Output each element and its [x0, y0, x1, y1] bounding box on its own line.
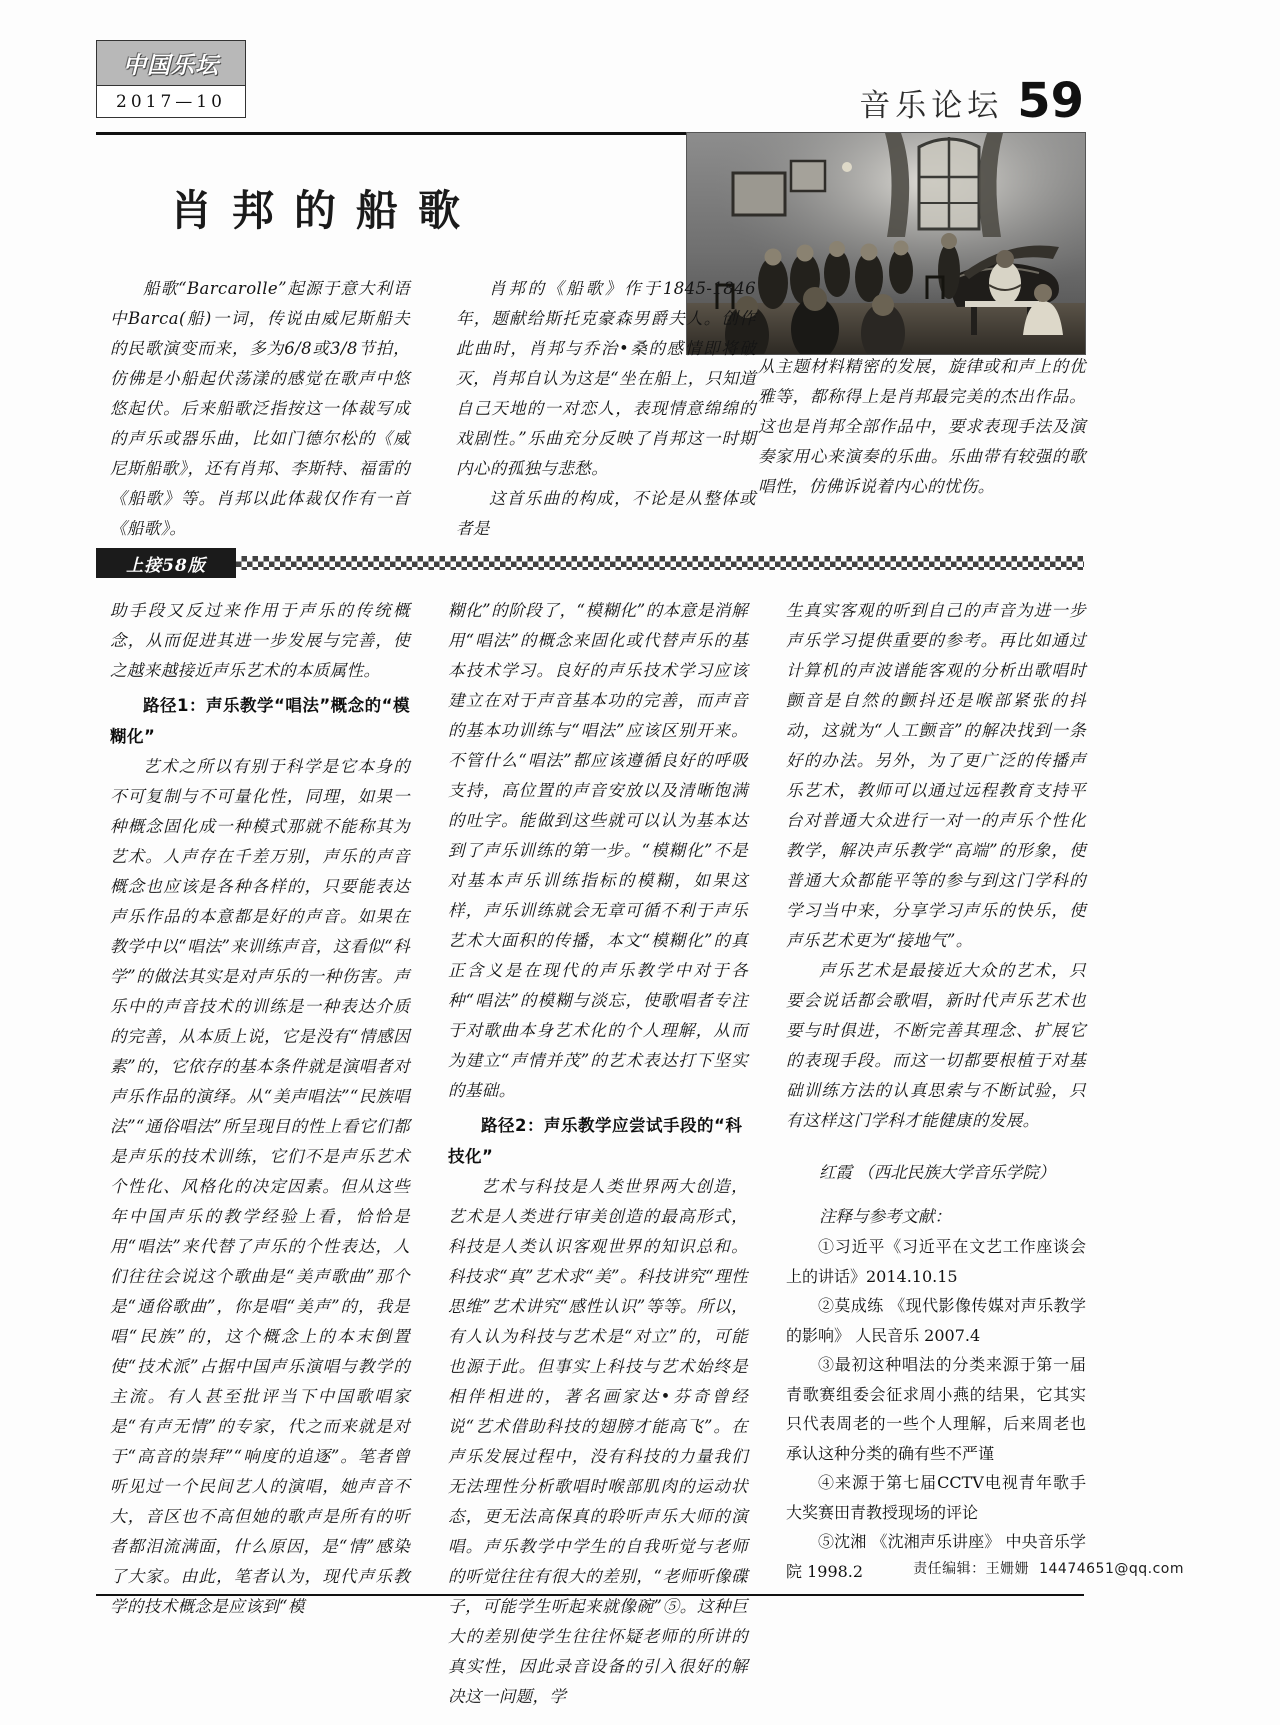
- author-byline: 红霞 （西北民族大学音乐学院）: [819, 1163, 1056, 1182]
- editor-email: 14474651@qq.com: [1039, 1561, 1184, 1577]
- diamond-pattern-divider-icon: [236, 556, 1084, 570]
- reference-item: ③最初这种唱法的分类来源于第一届青歌赛组委会征求周小燕的结果，它其实只代表周老的一些个人理解，后来周老也承认这种分类的确有些不严谨: [786, 1355, 1086, 1463]
- reference-item: ②莫成练 《现代影像传媒对声乐教学的影响》 人民音乐 2007.4: [786, 1296, 1086, 1345]
- section-name: 音乐论坛: [859, 88, 1004, 124]
- intro-column-1: [110, 274, 410, 544]
- masthead-right: [859, 72, 1084, 129]
- article-title: 肖邦的船歌: [170, 186, 481, 235]
- section-heading-1: 路径1：声乐教学“唱法”概念的“模糊化”: [110, 696, 411, 746]
- body-text-block: [448, 1172, 748, 1712]
- masthead: [96, 40, 1084, 132]
- body-column-1: [110, 596, 410, 1622]
- body-text-block: [786, 596, 1086, 1136]
- body-paragraph: 艺术之所以有别于科学是它本身的不可复制与不可量化性，同理，如果一种概念固化成一种模式那就不能称其为艺术。人声存在千差万别，声乐的声音概念也应该是各种各样的，只要能表达声乐作品的本意都是好的声音。如果在教学中以“唱法”来训练声音，这看似“科学”的做法其实是对声乐的一种伤害。声乐中的声音技术的训练是一种表达介质的完善，从本质上说，它是没有“情感因素”的，它依存的基本条件就是演唱者对声乐作品的演绎。从“美声唱法”“民族唱法”“通俗唱法”所呈现目的性上看它们都是声乐的技术训练，它们不是声乐艺术个性化、风格化的决定因素。但从这些年中国声乐的教学经验上看，恰恰是用“唱法”来代替了声乐的个性表达，人们往往会说这个歌曲是“美声歌曲”那个是“通俗歌曲”，你是唱“美声”的，我是唱“民族”的，这个概念上的本末倒置使“技术派”占据中国声乐演唱与教学的主流。有人甚至批评当下中国歌唱家是“有声无情”的专家，代之而来就是对于“高音的崇拜”“响度的追逐”。笔者曾听见过一个民间艺人的演唱，她声音不大，音区也不高但她的歌声是所有的听者都泪流满面，什么原因，是“情”感染了大家。由此，笔者认为，现代声乐教学的技术概念是应该到“模: [110, 757, 410, 1616]
- editor-name: 王姗姗: [985, 1561, 1030, 1577]
- body-paragraph: 艺术与科技是人类世界两大创造，艺术是人类进行审美创造的最高形式，科技是人类认识客观世界的知识总和。科技求“真”艺术求“美”。科技讲究“理性思维”艺术讲究“感性认识”等等。所以，有人认为科技与艺术是“对立”的，可能也源于此。但事实上科技与艺术始终是相伴相进的，著名画家达•芬奇曾经说“艺术借助科技的翅膀才能高飞”。在声乐发展过程中，没有科技的力量我们无法理性分析歌唱时喉部肌肉的运动状态，更无法高保真的聆听声乐大师的演唱。声乐教学中学生的自我听觉与老师的听觉往往有很大的差别，“老师听像碟子，可能学生听起来就像碗”⑤。这种巨大的差别使学生往往怀疑老师的所讲的真实性，因此录音设备的引入很好的解决这一问题，学: [448, 1177, 748, 1706]
- body-paragraph: 声乐艺术是最接近大众的艺术，只要会说话都会歌唱，新时代声乐艺术也要与时俱进，不断完善其理念、扩展它的表现手段。而这一切都要根植于对基础训练方法的认真思索与不断试验，只有这样这门学科才能健康的发展。: [786, 961, 1086, 1130]
- references-heading: 注释与参考文献：: [819, 1207, 951, 1226]
- journal-logo-issue-plate: [97, 86, 245, 117]
- continuation-banner: [96, 548, 1084, 578]
- journal-issue: 2017—10: [116, 91, 226, 112]
- body-text-block: [110, 752, 410, 1622]
- footer-editor-line: [913, 1558, 1184, 1578]
- article-intro: [110, 274, 1086, 538]
- journal-logo-title-plate: [97, 41, 245, 86]
- intro-paragraph: 船歌“Barcarolle”起源于意大利语中Barca(船)一词，传说由威尼斯船夫的民歌演变而来，多为6/8或3/8节拍，仿佛是小船起伏荡漾的感觉在歌声中悠悠起伏。后来船歌泛指按这一体裁写成的声乐或器乐曲，比如门德尔松的《威尼斯船歌》，还有肖邦、李斯特、福雷的《船歌》等。肖邦以此体裁仅作有一首《船歌》。: [110, 279, 410, 538]
- intro-paragraph: 肖邦的《船歌》作于1845-1846年，题献给斯托克豪森男爵夫人。创作此曲时，肖邦与乔治•桑的感情即将破灭，肖邦自认为这是“坐在船上，只知道自己天地的一对恋人，表现情意绵绵的戏剧性。”乐曲充分反映了肖邦这一时期内心的孤独与悲愁。: [456, 279, 756, 478]
- body-text-block: [448, 596, 748, 1106]
- reference-item: ④来源于第七届CCTV电视青年歌手大奖赛田青教授现场的评论: [786, 1473, 1086, 1522]
- reference-item: ⑤沈湘 《沈湘声乐讲座》 中央音乐学院 1998.2: [786, 1532, 1086, 1581]
- body-paragraph: 助手段又反过来作用于声乐的传统概念，从而促进其进一步发展与完善，使之越来越接近声乐艺术的本质属性。: [110, 601, 410, 680]
- page-number: 59: [1017, 72, 1084, 129]
- intro-column-3: [758, 352, 1086, 502]
- references-list: [786, 1232, 1086, 1586]
- footer-divider: [96, 1594, 1084, 1596]
- body-column-2: [448, 596, 748, 1712]
- continuation-tag: 上接58版: [96, 548, 236, 578]
- body-paragraph: 糊化”的阶段了，“模糊化”的本意是消解用“唱法”的概念来固化或代替声乐的基本技术学习。良好的声乐技术学习应该建立在对于声音基本功的完善，而声音的基本功训练与“唱法”应该区别开来。不管什么“唱法”都应该遵循良好的呼吸支持，高位置的声音安放以及清晰饱满的吐字。能做到这些就可以认为基本达到了声乐训练的第一步。“模糊化”不是对基本声乐训练指标的模糊，如果这样，声乐训练就会无章可循不利于声乐艺术大面积的传播，本文“模糊化”的真正含义是在现代的声乐教学中对于各种“唱法”的模糊与淡忘，使歌唱者专注于对歌曲本身艺术化的个人理解，从而为建立“声情并茂”的艺术表达打下坚实的基础。: [448, 601, 748, 1100]
- body-paragraph: 生真实客观的听到自己的声音为进一步声乐学习提供重要的参考。再比如通过计算机的声波谱能客观的分析出歌唱时颤音是自然的颤抖还是喉部紧张的抖动，这就为“人工颤音”的解决找到一条好的办法。另外，为了更广泛的传播声乐艺术，教师可以通过远程教育支持平台对普通大众进行一对一的声乐个性化教学，解决声乐教学“高端”的形象，使普通大众都能平等的参与到这门学科的学习当中来，分享学习声乐的快乐，使声乐艺术更为“接地气”。: [786, 601, 1086, 950]
- body-text-block: [110, 596, 410, 686]
- section-heading-2: 路径2：声乐教学应尝试手段的“科技化”: [448, 1116, 743, 1166]
- editor-label: 责任编辑：: [913, 1561, 986, 1577]
- intro-column-2: [456, 274, 756, 544]
- reference-item: ①习近平《习近平在文艺工作座谈会上的讲话》2014.10.15: [786, 1237, 1086, 1286]
- body-column-3: [786, 596, 1086, 1586]
- intro-paragraph: 这首乐曲的构成，不论是从整体或者是: [456, 489, 756, 538]
- intro-paragraph: 从主题材料精密的发展，旋律或和声上的优雅等，都称得上是肖邦最完美的杰出作品。这也是肖邦全部作品中，要求表现手法及演奏家用心来演奏的乐曲。乐曲带有较强的歌唱性，仿佛诉说着内心的忧伤。: [758, 357, 1086, 496]
- journal-logo-title: 中国乐坛: [123, 51, 219, 79]
- journal-logo: [96, 40, 246, 118]
